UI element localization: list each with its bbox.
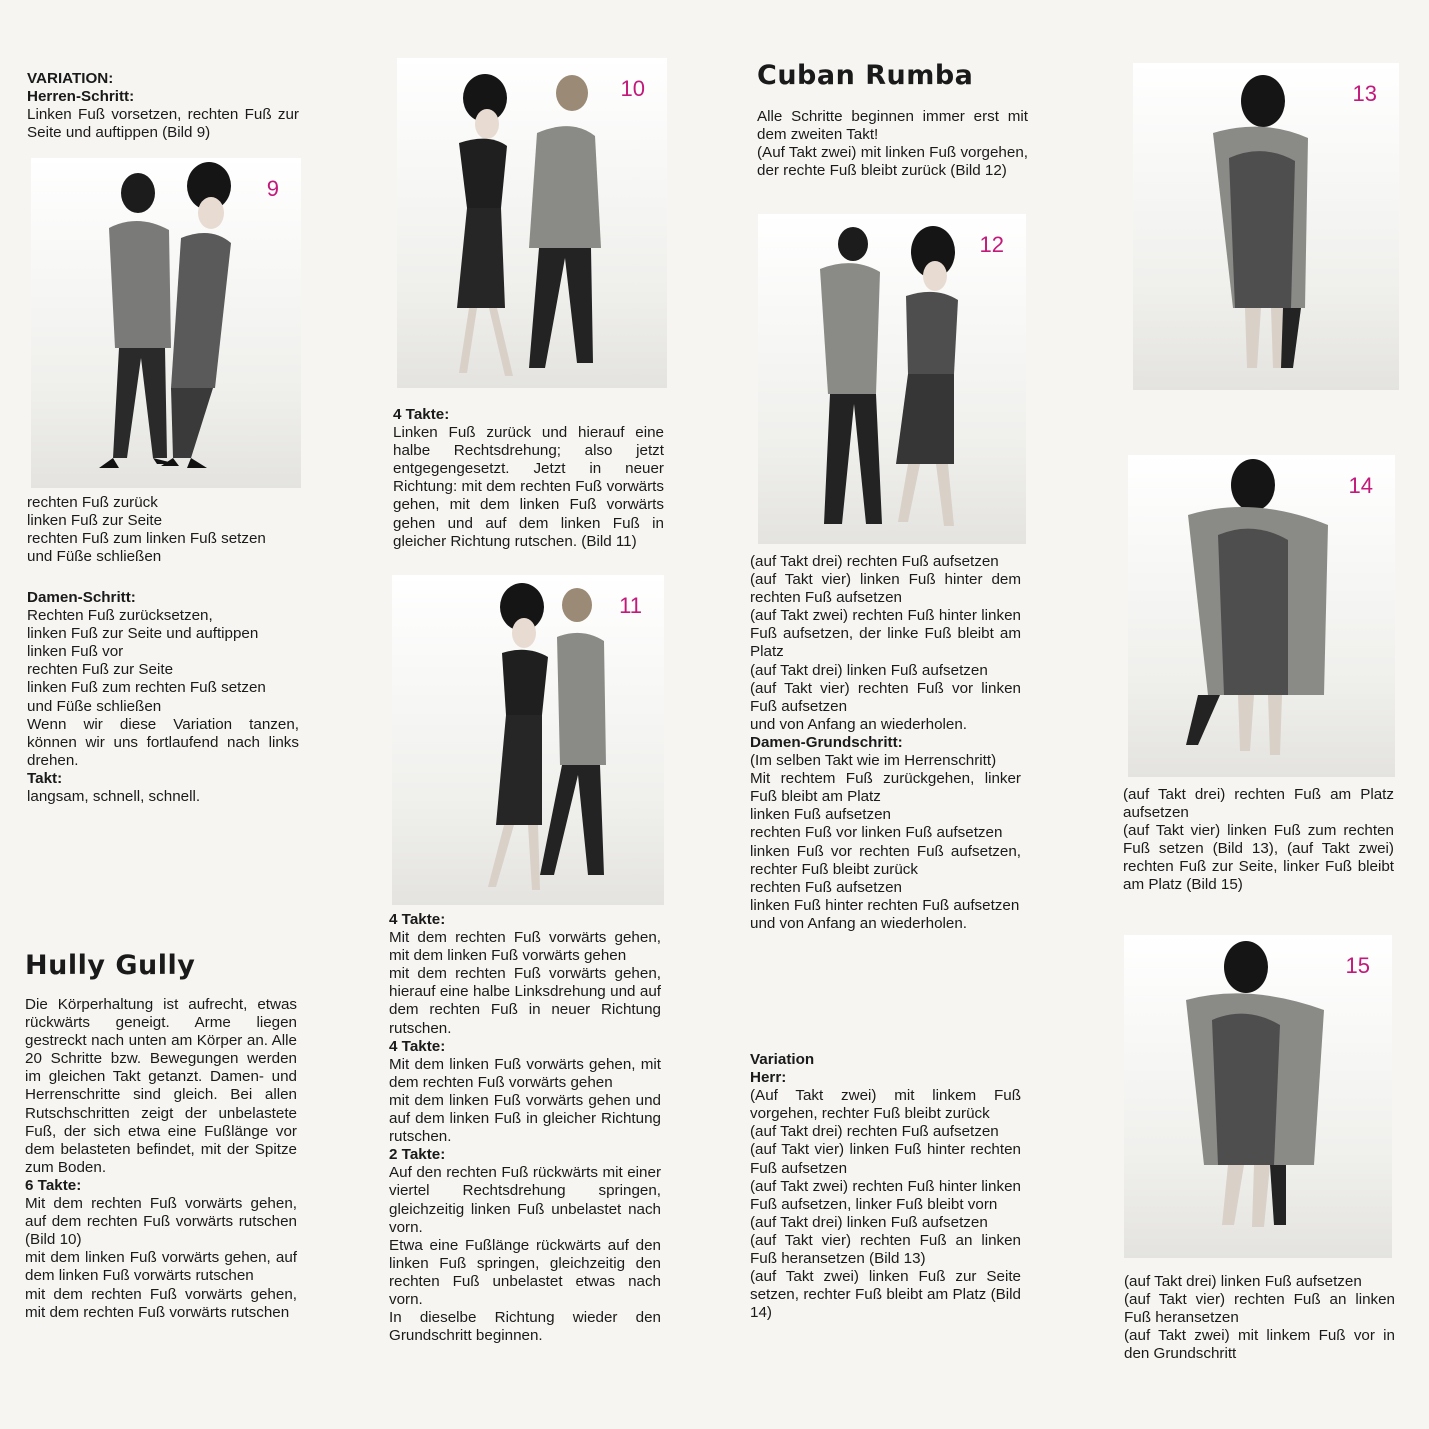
herr-heading: Herr: [750, 1069, 787, 1087]
col4-text-block-2 [1124, 1273, 1395, 1363]
step-item: linken Fuß vor [27, 643, 124, 661]
step-item: (auf Takt vier) linken Fuß hinter dem rechten Fuß aufsetzen [750, 571, 1021, 607]
step-item: linken Fuß aufsetzen [750, 806, 891, 824]
cuban-rumba-title: Cuban Rumba [757, 60, 974, 91]
takt-text: langsam, schnell, schnell. [27, 788, 201, 806]
takte-2-heading: 2 Takte: [389, 1146, 446, 1164]
rumba-intro-text: Alle Schritte beginnen immer erst mit dem zweiten Takt! [757, 108, 1028, 144]
photo-13 [1133, 63, 1399, 390]
col1-damen-block [27, 589, 299, 806]
damen-note: Wenn wir diese Variation tanzen, können wir uns fortlaufend nach links drehen. [27, 715, 299, 769]
takte-4c-text-a: Mit dem linken Fuß vorwärts gehen, mit dem rechten Fuß vorwärts gehen [389, 1055, 661, 1091]
dancing-couple-back-view-illustration [1124, 935, 1392, 1258]
col4-text-c: (auf Takt drei) linken Fuß aufsetzen [1124, 1273, 1362, 1290]
step-item: und von Anfang an wiederholen. [750, 715, 968, 733]
takte-4c-heading: 4 Takte: [389, 1037, 446, 1055]
hully-gully-title: Hully Gully [25, 950, 196, 981]
takte-6-heading: 6 Takte: [25, 1176, 82, 1194]
step-item: (auf Takt zwei) rechten Fuß hinter linken Fuß aufsetzen, linker Fuß bleibt vorn [750, 1177, 1021, 1213]
step-item: (auf Takt zwei) linken Fuß zur Seite setzen, rechter Fuß bleibt am Platz (Bild 14) [750, 1268, 1021, 1322]
photo-number-10: 10 [620, 76, 645, 101]
herren-schritt-heading: Herren-Schritt: [27, 88, 135, 106]
takte-6-text-c: mit dem rechten Fuß vorwärts gehen, mit dem rechten Fuß vorwärts rutschen [25, 1285, 297, 1321]
step-item: (auf Takt drei) rechten Fuß aufsetzen [750, 1123, 999, 1141]
col2-takte-4a-block [393, 406, 664, 551]
step-item: (Auf Takt zwei) mit linkem Fuß vorgehen, rechter Fuß bleibt zurück [750, 1087, 1021, 1123]
step-item: rechten Fuß zum linken Fuß setzen [27, 530, 266, 548]
col4-text-e: (auf Takt zwei) mit linkem Fuß vor in den Grundschritt [1124, 1327, 1395, 1363]
step-item: (auf Takt drei) linken Fuß aufsetzen [750, 661, 988, 679]
step-item: linken Fuß zur Seite und auftippen [27, 625, 259, 643]
herren-schritt-text: Linken Fuß vorsetzen, rechten Fuß zur Seite und auftippen (Bild 9) [27, 106, 299, 142]
step-item: Mit rechtem Fuß zurückgehen, linker Fuß bleibt am Platz [750, 770, 1021, 806]
col3-steps-block [750, 553, 1021, 933]
damen-grundschritt-heading: Damen-Grundschritt: [750, 733, 903, 751]
step-item: und von Anfang an wiederholen. [750, 914, 968, 932]
dancing-couple-illustration [758, 214, 1026, 544]
col4-text-d: (auf Takt vier) rechten Fuß an linken Fuß heransetzen [1124, 1291, 1395, 1327]
step-item: rechten Fuß aufsetzen [750, 878, 902, 896]
photo-11 [392, 575, 664, 905]
step-item: (auf Takt drei) linken Fuß aufsetzen [750, 1213, 988, 1231]
step-item: (auf Takt vier) rechten Fuß an linken Fuß heransetzen (Bild 13) [750, 1231, 1021, 1268]
step-item: Rechten Fuß zurücksetzen, [27, 607, 213, 625]
takte-4b-heading: 4 Takte: [389, 911, 446, 928]
photo-15 [1124, 935, 1392, 1258]
col1-steps-block [27, 494, 299, 566]
step-item: rechten Fuß zurück [27, 494, 158, 511]
col1-variation-block [27, 70, 299, 142]
step-item: (auf Takt vier) linken Fuß hinter rechten Fuß aufsetzen [750, 1141, 1021, 1177]
photo-14 [1128, 455, 1395, 777]
step-item: linken Fuß hinter rechten Fuß aufsetzen [750, 896, 1020, 914]
col2-takte-4b-block [389, 911, 661, 1345]
photo-number-9: 9 [266, 176, 279, 201]
col4-text-a: (auf Takt drei) rechten Fuß am Platz aufsetzen [1123, 786, 1394, 822]
takte-4b-text-a: Mit dem rechten Fuß vorwärts gehen, mit dem linken Fuß vorwärts gehen [389, 929, 661, 965]
step-item: und Füße schließen [27, 697, 162, 715]
photo-number-11: 11 [619, 593, 642, 618]
takte-2-text-a: Auf den rechten Fuß rückwärts mit einer viertel Rechtsdrehung springen, gleichzeitig linken Fuß unbelastet nach vorn. [389, 1164, 661, 1236]
step-item: (Im selben Takt wie im Herrenschritt) [750, 752, 997, 770]
dancing-couple-back-view-illustration [1128, 455, 1395, 777]
step-item: linken Fuß vor rechten Fuß aufsetzen, rechter Fuß bleibt zurück [750, 842, 1021, 878]
step-item: (auf Takt vier) rechten Fuß vor linken Fuß aufsetzen [750, 679, 1021, 715]
photo-number-15: 15 [1345, 953, 1370, 978]
hully-gully-block [25, 996, 297, 1322]
col3-variation-block [750, 1051, 1021, 1322]
takt-heading: Takt: [27, 769, 63, 787]
photo-10 [397, 58, 667, 388]
takte-6-text-a: Mit dem rechten Fuß vorwärts gehen, auf dem rechten Fuß vorwärts rutschen (Bild 10) [25, 1195, 297, 1249]
step-item: (auf Takt zwei) rechten Fuß hinter linken Fuß aufsetzen, der linke Fuß bleibt am Platz [750, 607, 1021, 661]
hully-intro: Die Körperhaltung ist aufrecht, etwas rückwärts geneigt. Arme liegen gestreckt nach unten am Körper an. Alle 20 Schritte bzw. Bewegungen werden im gleichen Takt getanzt. Damen- und Herrenschritte sind gleich. Bei allen Rutschschritten zeigt der unbelastete Fuß, der sich etwa eine Fußlänge vor dem belasteten befindet, mit der Spitze zum Boden. [25, 996, 297, 1176]
takte-4b-text-b: mit dem rechten Fuß vorwärts gehen, hierauf eine halbe Linksdrehung und auf dem rechten Fuß in neuer Richtung rutschen. [389, 965, 661, 1037]
step-item: rechten Fuß vor linken Fuß aufsetzen [750, 824, 1003, 842]
col4-text-block-1 [1123, 786, 1394, 895]
rumba-intro-text-2: (Auf Takt zwei) mit linken Fuß vorgehen, der rechte Fuß bleibt zurück (Bild 12) [757, 144, 1028, 180]
takte-2-text-b: Etwa eine Fußlänge rückwärts auf den linken Fuß springen, gleichzeitig den rechten Fuß unbelastet etwas nach vorn. [389, 1236, 661, 1308]
step-item: rechten Fuß zur Seite [27, 661, 174, 679]
photo-9 [31, 158, 301, 488]
step-item: linken Fuß zum rechten Fuß setzen [27, 679, 266, 697]
step-item: (auf Takt drei) rechten Fuß aufsetzen [750, 553, 999, 570]
photo-number-12: 12 [979, 232, 1004, 257]
dancing-couple-back-view-illustration [1133, 63, 1399, 390]
variation-heading: VARIATION: [27, 70, 114, 87]
col4-text-b: (auf Takt vier) linken Fuß zum rechten Fuß setzen (Bild 13), (auf Takt zwei) rechten Fuß zur Seite, linker Fuß bleibt am Platz (Bild 15) [1123, 822, 1394, 894]
step-item: linken Fuß zur Seite [27, 512, 163, 530]
walking-couple-illustration [392, 575, 664, 905]
takte-4a-text: Linken Fuß zurück und hierauf eine halbe Rechtsdrehung; also jetzt entgegengesetzt. Jetzt in neuer Richtung: mit dem rechten Fuß vorwärts gehen, mit dem linken Fuß vorwärts gehen und auf dem linken Fuß in gleicher Richtung rutschen. (Bild 11) [393, 424, 664, 550]
dancing-couple-illustration [31, 158, 301, 488]
dancing-couple-illustration [397, 58, 667, 388]
takte-6-text-b: mit dem linken Fuß vorwärts gehen, auf dem linken Fuß vorwärts rutschen [25, 1249, 297, 1285]
cuban-rumba-intro [757, 108, 1028, 180]
takte-2-text-c: In dieselbe Richtung wieder den Grundschritt beginnen. [389, 1309, 661, 1345]
takte-4c-text-b: mit dem linken Fuß vorwärts gehen und auf dem linken Fuß in gleicher Richtung rutschen. [389, 1091, 661, 1146]
photo-number-14: 14 [1348, 473, 1373, 498]
step-item: und Füße schließen [27, 548, 162, 566]
damen-schritt-heading: Damen-Schritt: [27, 589, 136, 606]
photo-12 [758, 214, 1026, 544]
photo-number-13: 13 [1352, 81, 1377, 106]
variation-heading: Variation [750, 1051, 815, 1068]
takte-4a-heading: 4 Takte: [393, 406, 450, 423]
